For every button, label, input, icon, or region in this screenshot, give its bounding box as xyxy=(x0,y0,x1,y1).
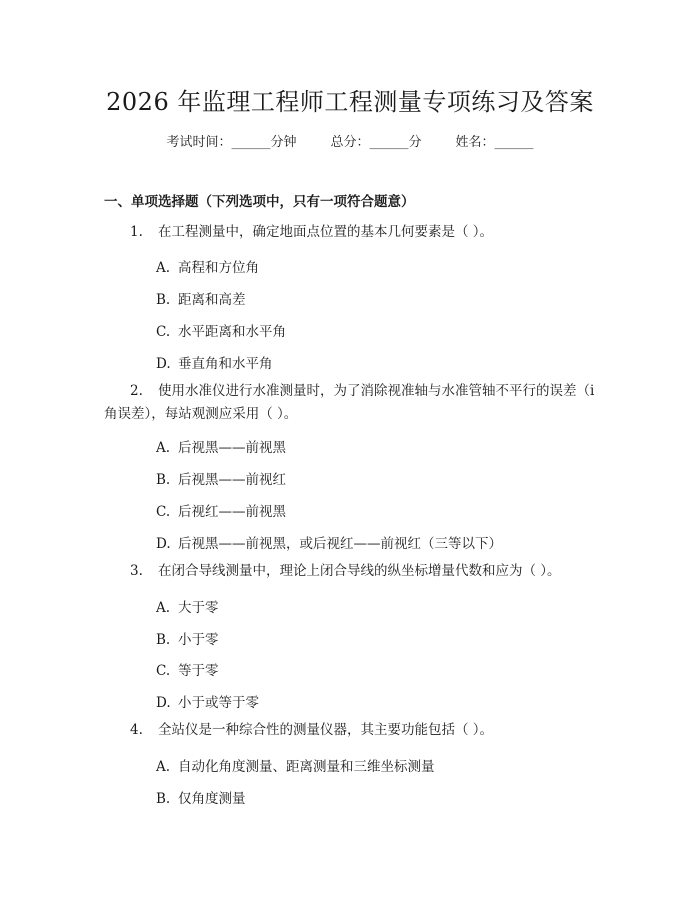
option-text: 水平距离和水平角 xyxy=(178,324,286,340)
option-label: A. xyxy=(156,759,171,775)
option-3b xyxy=(156,628,219,648)
option-label: C. xyxy=(156,504,171,520)
option-label: A. xyxy=(156,260,171,276)
option-label: D. xyxy=(156,536,171,552)
option-text: 等于零 xyxy=(178,663,219,679)
question-text: 在闭合导线测量中，理论上闭合导线的纵坐标增量代数和应为（ ）。 xyxy=(158,563,561,579)
question-3 xyxy=(104,560,604,583)
option-text: 自动化角度测量、距离测量和三维坐标测量 xyxy=(178,759,435,775)
page-title: 2026 年监理工程师工程测量专项练习及答案 xyxy=(106,88,594,116)
option-2c xyxy=(156,500,286,520)
option-2a xyxy=(156,436,286,456)
option-label: C. xyxy=(156,324,171,340)
option-1a xyxy=(156,256,259,276)
option-text: 大于零 xyxy=(178,600,219,616)
option-text: 高程和方位角 xyxy=(178,260,259,276)
option-2b xyxy=(156,468,286,488)
option-label: B. xyxy=(156,632,171,648)
option-text: 距离和高差 xyxy=(178,292,246,308)
question-1 xyxy=(104,221,604,244)
section-heading: 一、单项选择题（下列选项中，只有一项符合题意） xyxy=(104,194,415,210)
question-text: 使用水准仪进行水准测量时，为了消除视准轴与水准管轴不平行的误差（i 角误差），每站观测应采用（ ）。 xyxy=(104,383,595,422)
exam-time: 考试时间：______分钟 xyxy=(166,135,297,150)
option-label: A. xyxy=(156,600,171,616)
option-label: D. xyxy=(156,695,171,711)
option-1d xyxy=(156,352,273,372)
question-number: 1. xyxy=(130,224,143,240)
option-label: B. xyxy=(156,292,171,308)
question-number: 2. xyxy=(130,383,143,399)
option-3c xyxy=(156,659,219,679)
option-4b xyxy=(156,787,246,807)
option-text: 后视黑——前视黑，或后视红——前视红（三等以下） xyxy=(178,536,502,552)
question-text: 在工程测量中，确定地面点位置的基本几何要素是（ ）。 xyxy=(158,224,494,240)
option-3a xyxy=(156,596,219,616)
exam-name: 姓名：______ xyxy=(455,135,534,150)
option-text: 后视黑——前视红 xyxy=(178,472,286,488)
question-number: 4. xyxy=(130,722,143,738)
option-label: C. xyxy=(156,663,171,679)
option-text: 后视红——前视黑 xyxy=(178,504,286,520)
option-label: A. xyxy=(156,440,171,456)
question-number: 3. xyxy=(130,563,143,579)
question-2 xyxy=(104,380,604,426)
option-label: D. xyxy=(156,356,171,372)
exam-meta xyxy=(0,131,700,150)
question-text: 全站仪是一种综合性的测量仪器，其主要功能包括（ ）。 xyxy=(158,722,494,738)
option-text: 垂直角和水平角 xyxy=(178,356,273,372)
option-label: B. xyxy=(156,791,171,807)
option-text: 后视黑——前视黑 xyxy=(178,440,286,456)
option-1c xyxy=(156,320,286,340)
option-label: B. xyxy=(156,472,171,488)
option-4a xyxy=(156,755,435,775)
option-text: 小于或等于零 xyxy=(178,695,259,711)
question-4 xyxy=(104,719,604,742)
option-1b xyxy=(156,288,246,308)
option-3d xyxy=(156,691,259,711)
exam-score: 总分：______分 xyxy=(330,135,422,150)
option-text: 仅角度测量 xyxy=(178,791,246,807)
option-2d xyxy=(156,532,502,552)
option-text: 小于零 xyxy=(178,632,219,648)
